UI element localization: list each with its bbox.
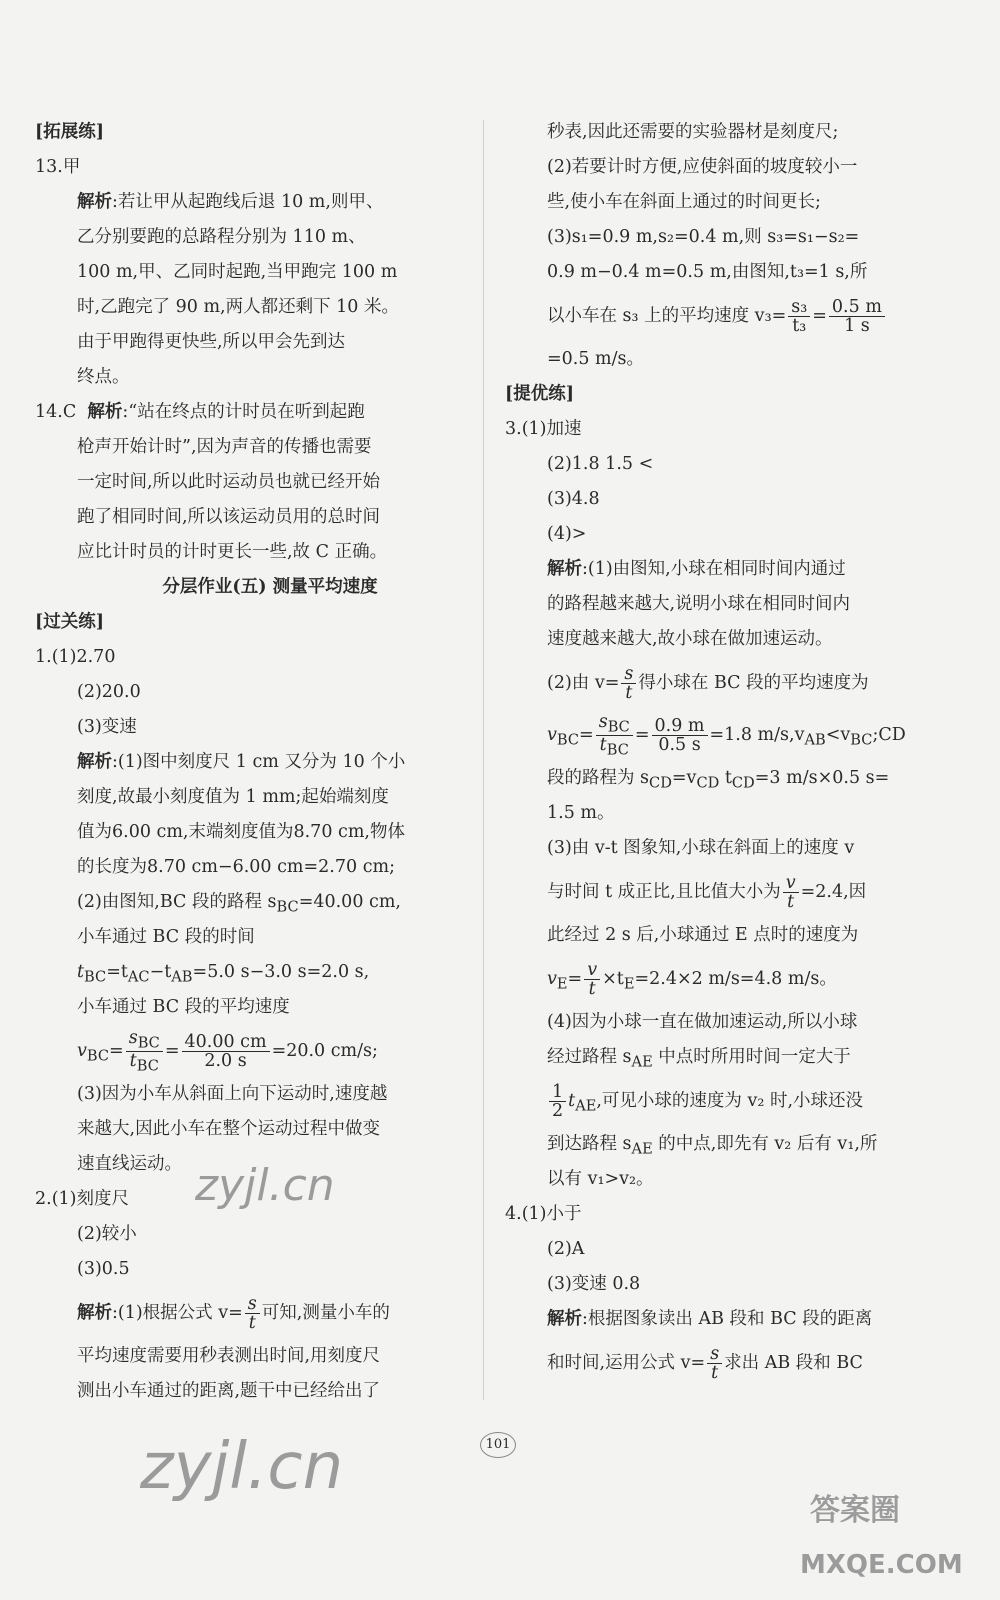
q3-analysis-line: (3)由 v-t 图象知,小球在斜面上的速度 v [547,838,855,858]
fraction: $\frac{40.00 cm}{2.0 s}$ [182,1033,270,1071]
q3-analysis-line: 与时间 t 成正比,且比值大小为 $\frac{v}{t}$ =2.4,因 [547,872,867,912]
watermark-logo: 答案圈 [810,1493,900,1528]
fraction: $\frac{1}{2}$ [549,1083,566,1121]
q2-analysis-line: =0.5 m/s。 [547,349,645,369]
q1-answer: (3)变速 [77,717,137,737]
q3-answer: (4)> [547,524,587,544]
analysis-label: 解析 [547,559,582,579]
q14-analysis-line: 一定时间,所以此时运动员也就已经开始 [77,472,381,492]
section-heading-advanced: [提优练] [505,384,575,404]
section-heading-extension: [拓展练] [35,122,105,142]
fraction: $\frac{v}{t}$ [584,961,600,999]
q2-formula: 以小车在 s₃ 上的平均速度 v₃= $\frac{\text{s₃}}{\text{t₃}}$ = $\frac{0.5 m}{1 s}$ [505,290,935,342]
q2-analysis-line: 平均速度需要用秒表测出时间,用刻度尺 [77,1346,381,1366]
q1-answer: (2)20.0 [77,682,141,702]
q3-analysis-line: 的路程越来越大,说明小球在相同时间内 [547,594,851,614]
watermark: zyjl.cn [195,1160,335,1211]
q13-answer: 13.甲 [35,157,81,177]
q2-analysis-line: 0.9 m−0.4 m=0.5 m,由图知,t₃=1 s,所 [547,262,868,282]
q2-analysis-line: 秒表,因此还需要的实验器材是刻度尺; [547,122,839,142]
q2-analysis-line: 解析:(1)根据公式 v= $\frac{s}{t}$ 可知,测量小车的 [77,1293,390,1333]
q1-formula-speed: $v_{BC}=$ $\frac{s_{BC}}{t_{BC}}$ = $\frac{40.00 cm}{2.0 s}$ =20.0 cm/s; [77,1028,378,1075]
q3-answer: (3)4.8 [547,489,600,509]
q14-analysis-line: 枪声开始计时”,因为声音的传播也需要 [77,437,372,457]
q13-analysis-line: 乙分别要跑的总路程分别为 110 m、 [77,227,366,247]
q2-analysis-line: 测出小车通过的距离,题干中已经给出了 [77,1381,381,1401]
watermark-url: MXQE.COM [800,1550,963,1580]
q4-analysis-line: 解析:根据图象读出 AB 段和 BC 段的距离 [547,1309,873,1329]
q4-analysis-line: 和时间,运用公式 v= $\frac{s}{t}$ 求出 AB 段和 BC [547,1343,863,1383]
q3-analysis-line: 1.5 m。 [547,803,615,823]
fraction: $\frac{s}{t}$ [245,1295,260,1333]
q2-analysis-line: 些,使小车在斜面上通过的时间更长; [547,192,821,212]
q3-analysis-line: 以有 v₁>v₂。 [547,1169,654,1189]
q4-answer: 4.(1)小于 [505,1204,582,1224]
q2-answer: 2.(1)刻度尺 [35,1189,129,1209]
q1-analysis-line: 小车通过 BC 段的时间 [77,927,255,947]
q1-analysis-line: (3)因为小车从斜面上向下运动时,速度越 [77,1084,388,1104]
q1-analysis-line: 来越大,因此小车在整个运动过程中做变 [77,1119,381,1139]
q1-analysis-line: 的长度为8.70 cm−6.00 cm=2.70 cm; [77,857,395,877]
q3-analysis-line: 到达路程 $s_{AE}$ 的中点,即先有 v₂ 后有 v₁,所 [547,1134,878,1158]
q3-formula-bc: $v_{BC}=$ $\frac{s_{BC}}{t_{BC}}$ = $\frac{0.9 m}{0.5 s}$ =1.8 $m/s,v_{AB}<v_{BC};CD$ [547,712,906,759]
q13-analysis-line: 终点。 [77,367,130,387]
analysis-label: 解析 [87,402,123,422]
q3-analysis-line: 速度越来越大,故小球在做加速运动。 [547,629,833,649]
q3-formula-e: $v_E=$ $\frac{v}{t}$ $\times t_E=2.4\times 2$ m/s=4.8 m/s。 [547,959,837,999]
fraction: $\frac{s}{t}$ [621,665,636,703]
q2-analysis-line: (3)s₁=0.9 m,s₂=0.4 m,则 s₃=s₁−s₂= [547,227,860,247]
q1-analysis-line: 值为6.00 cm,末端刻度值为8.70 cm,物体 [77,822,405,842]
column-divider [483,120,484,1400]
q1-analysis-line: 小车通过 BC 段的平均速度 [77,997,290,1017]
left-column [35,115,465,1409]
right-column [505,115,935,1389]
q3-analysis-line: 解析:(1)由图知,小球在相同时间内通过 [547,559,846,579]
q14-analysis-line: 跑了相同时间,所以该运动员用的总时间 [77,507,381,527]
q13-analysis-line: 100 m,甲、乙同时起跑,当甲跑完 100 m [77,262,398,282]
section-heading-pass: [过关练] [35,612,105,632]
analysis-label: 解析 [77,752,112,772]
fraction: $\frac{s_{BC}}{t_{BC}}$ [126,1029,163,1074]
q14-analysis-line: 应比计时员的计时更长一些,故 C 正确。 [77,542,388,562]
q2-answer: (3)0.5 [77,1259,130,1279]
q2-analysis-line: (2)若要计时方便,应使斜面的坡度较小一 [547,157,858,177]
fraction: $\frac{s_{BC}}{t_{BC}}$ [596,713,633,758]
chapter-title: 分层作业(五) 测量平均速度 [162,577,378,597]
watermark: zyjl.cn [140,1430,344,1504]
fraction: $\frac{0.9 m}{0.5 s}$ [652,717,708,755]
q3-analysis-line: 经过路程 $s_{AE}$ 中点时所用时间一定大于 [547,1047,851,1071]
q13-analysis-line: 解析:若让甲从起跑线后退 10 m,则甲、 [77,192,384,212]
q1-analysis-line: 解析:(1)图中刻度尺 1 cm 又分为 10 个小 [77,752,406,772]
q1-analysis-line: (2)由图知,BC 段的路程 $s_{BC}=40.00$ cm, [77,892,401,916]
q14-answer: 14.C 解析:“站在终点的计时员在听到起跑 [35,402,365,422]
q1-answer: 1.(1)2.70 [35,647,116,667]
fraction: $\frac{\text{s₃}}{\text{t₃}}$ [788,298,810,336]
q13-analysis-line: 由于甲跑得更快些,所以甲会先到达 [77,332,346,352]
q4-answer: (2)A [547,1239,585,1259]
q2-answer: (2)较小 [77,1224,137,1244]
q3-analysis-line: (4)因为小球一直在做加速运动,所以小球 [547,1012,858,1032]
q3-formula-cd: 段的路程为 $s_{CD}=v_{CD}$ $t_{CD}=3$ m/s×0.5 s= [547,768,890,792]
q4-answer: (3)变速 0.8 [547,1274,641,1294]
analysis-label: 解析 [77,192,112,212]
q3-analysis-line: 此经过 2 s 后,小球通过 E 点时的速度为 [547,925,859,945]
fraction: $\frac{v}{t}$ [783,874,799,912]
analysis-label: 解析 [77,1303,112,1323]
q3-answer: 3.(1)加速 [505,419,582,439]
q1-analysis-line: 刻度,故最小刻度值为 1 mm;起始端刻度 [77,787,389,807]
q1-formula-time: $t_{BC}=t_{AC}-t_{AB}=5.0$ s−3.0 s=2.0 s, [77,962,370,986]
q3-answer: (2)1.8 1.5 < [547,454,654,474]
fraction: $\frac{0.5 m}{1 s}$ [829,298,885,336]
q13-analysis-line: 时,乙跑完了 90 m,两人都还剩下 10 米。 [77,297,400,317]
analysis-label: 解析 [547,1309,582,1329]
q3-analysis-line: (2)由 v= $\frac{s}{t}$ 得小球在 BC 段的平均速度为 [547,663,869,703]
fraction: $\frac{s}{t}$ [707,1345,722,1383]
page-number: 101 [480,1432,516,1458]
q1-analysis-line: 速直线运动。 [77,1154,182,1174]
q3-analysis-line: $\frac{1}{2}$ $t_{AE}$,可见小球的速度为 v₂ 时,小球还没 [505,1075,935,1127]
